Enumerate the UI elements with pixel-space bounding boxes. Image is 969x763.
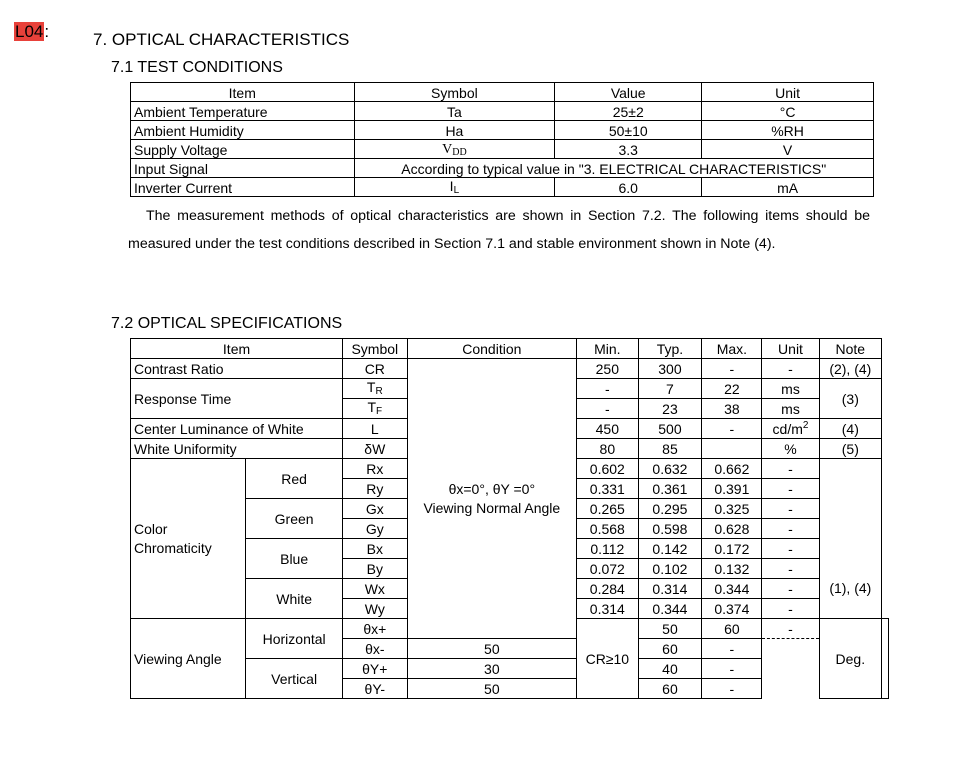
table-row [131,140,874,159]
viewing-note [882,619,889,699]
row-unit: - [762,459,819,479]
group-red: Red [246,459,343,499]
row-max: 0.391 [702,479,762,499]
row-symbol: L [343,419,407,439]
row-typ: 0.598 [638,519,702,539]
header-typ: Typ. [638,339,702,359]
row-typ: 0.295 [638,499,702,519]
row-note: (2), (4) [819,359,881,379]
header-symbol: Symbol [354,83,555,102]
row-min: 450 [577,419,638,439]
row-typ: 0.632 [638,459,702,479]
header-condition: Condition [407,339,577,359]
row-typ: 23 [638,399,702,419]
row-max: 0.662 [702,459,762,479]
condition-normal-angle: θx=0°, θY =0° Viewing Normal Angle [407,359,577,639]
table-row [131,359,889,379]
row-max: 38 [702,399,762,419]
row-max: 0.374 [702,599,762,619]
row-unit: V [702,140,874,159]
row-typ: 60 [702,619,762,639]
row-typ: 60 [638,639,702,659]
table-header-row [131,83,874,102]
row-symbol: Ta [354,102,555,121]
row-unit: - [762,579,819,599]
header-unit: Unit [702,83,874,102]
row-min: 0.112 [577,539,638,559]
test-conditions-title: 7.1 TEST CONDITIONS [111,59,283,76]
row-min: 80 [577,439,638,459]
row-min: 0.284 [577,579,638,599]
measurement-paragraph: The measurement methods of optical characteristics are shown in Section 7.2. The following items should be measured under the test conditions described in Section 7.1 and stable environment shown in Note (4). [128,208,870,252]
row-symbol: Ha [354,121,555,140]
row-item: Center Luminance of White [131,419,343,439]
viewing-angle-label: Viewing Angle [131,619,246,699]
row-typ: 0.142 [638,539,702,559]
row-item: Input Signal [131,159,355,178]
row-unit: - [762,359,819,379]
row-unit: $cd/m^2$ [762,419,819,439]
row-max: - [702,359,762,379]
row-symbol: Rx [343,459,407,479]
row-typ: 7 [638,379,702,399]
row-merged-value: According to typical value in "3. ELECTRICAL CHARACTERISTICS" [354,159,874,178]
tag-code: L04 [15,22,44,41]
group-blue: Blue [246,539,343,579]
row-unit: % [762,439,819,459]
table-header-row [131,339,889,359]
header-value: Value [555,83,702,102]
row-max: 0.132 [702,559,762,579]
row-value: 3.3 [555,140,702,159]
row-min: 0.265 [577,499,638,519]
row-max: - [702,419,762,439]
viewing-unit: Deg. [819,619,881,699]
row-symbol: Ry [343,479,407,499]
header-min: Min. [577,339,638,359]
row-value: 25±2 [555,102,702,121]
row-symbol: Gy [343,519,407,539]
row-unit: mA [702,178,874,197]
row-unit: - [762,479,819,499]
row-max: - [702,639,762,659]
row-typ: 0.314 [638,579,702,599]
row-max: 0.172 [702,539,762,559]
row-unit: °C [702,102,874,121]
row-note: (4) [819,419,881,439]
row-symbol: $I_L$ [354,178,555,197]
table-row [131,102,874,121]
row-symbol: θY- [343,679,407,699]
chromaticity-note: (1), (4) [819,459,881,619]
header-item: Item [131,339,343,359]
row-max: 0.628 [702,519,762,539]
condition-cr: CR≥10 [577,619,638,699]
row-item: Ambient Humidity [131,121,355,140]
row-typ: 0.361 [638,479,702,499]
row-unit: - [762,599,819,619]
row-unit: ms [762,379,819,399]
row-typ: 85 [638,439,702,459]
test-conditions-table [130,82,874,197]
row-item: Inverter Current [131,178,355,197]
row-min: - [577,399,638,419]
row-min: 50 [407,639,577,659]
row-unit: ms [762,399,819,419]
optical-specifications-table [130,338,889,699]
row-typ: 60 [638,679,702,699]
row-typ: 300 [638,359,702,379]
row-symbol: θx- [343,639,407,659]
header-item: Item [131,83,355,102]
row-min: 50 [407,679,577,699]
row-min: 30 [407,659,577,679]
row-min: 0.314 [577,599,638,619]
group-green: Green [246,499,343,539]
chromaticity-label: Color Chromaticity [131,459,246,619]
row-symbol: $T_R$ [343,379,407,399]
row-unit: - [762,499,819,519]
row-unit: - [762,519,819,539]
row-note: (5) [819,439,881,459]
row-symbol: Wy [343,599,407,619]
row-unit: - [762,559,819,579]
row-symbol: δW [343,439,407,459]
tag-colon: : [44,22,50,41]
row-max: - [702,659,762,679]
row-unit: %RH [702,121,874,140]
row-item: Contrast Ratio [131,359,343,379]
row-min: 0.072 [577,559,638,579]
row-value: 50±10 [555,121,702,140]
row-item: Ambient Temperature [131,102,355,121]
row-symbol: Gx [343,499,407,519]
row-min: 50 [638,619,702,639]
table-row [131,159,874,178]
row-symbol: θx+ [343,619,407,639]
table-row [131,178,874,197]
row-symbol: $V_{DD}$ [354,140,555,159]
row-typ: 40 [638,659,702,679]
row-unit: - [762,539,819,559]
row-symbol: Bx [343,539,407,559]
group-vertical: Vertical [246,659,343,699]
group-horizontal: Horizontal [246,619,343,659]
group-white: White [246,579,343,619]
header-unit: Unit [762,339,819,359]
header-max: Max. [702,339,762,359]
row-symbol: Wx [343,579,407,599]
row-item: Response Time [131,379,343,419]
row-value: 6.0 [555,178,702,197]
row-symbol: CR [343,359,407,379]
row-note: (3) [819,379,881,419]
row-min: 0.568 [577,519,638,539]
row-item: White Uniformity [131,439,343,459]
row-max: - [702,679,762,699]
row-max [702,439,762,459]
header-symbol: Symbol [343,339,407,359]
row-min: 0.331 [577,479,638,499]
specifications-title: 7.2 OPTICAL SPECIFICATIONS [111,315,343,332]
row-min: - [577,379,638,399]
row-symbol: θY+ [343,659,407,679]
row-max: 0.344 [702,579,762,599]
section-tag [14,22,49,42]
row-max: - [762,619,819,639]
row-symbol: By [343,559,407,579]
row-typ: 500 [638,419,702,439]
row-typ: 0.344 [638,599,702,619]
table-row [131,121,874,140]
section-title: 7. OPTICAL CHARACTERISTICS [93,30,350,49]
row-min: 250 [577,359,638,379]
row-min: 0.602 [577,459,638,479]
row-symbol: $T_F$ [343,399,407,419]
header-note: Note [819,339,881,359]
row-max: 22 [702,379,762,399]
row-max: 0.325 [702,499,762,519]
row-typ: 0.102 [638,559,702,579]
row-item: Supply Voltage [131,140,355,159]
